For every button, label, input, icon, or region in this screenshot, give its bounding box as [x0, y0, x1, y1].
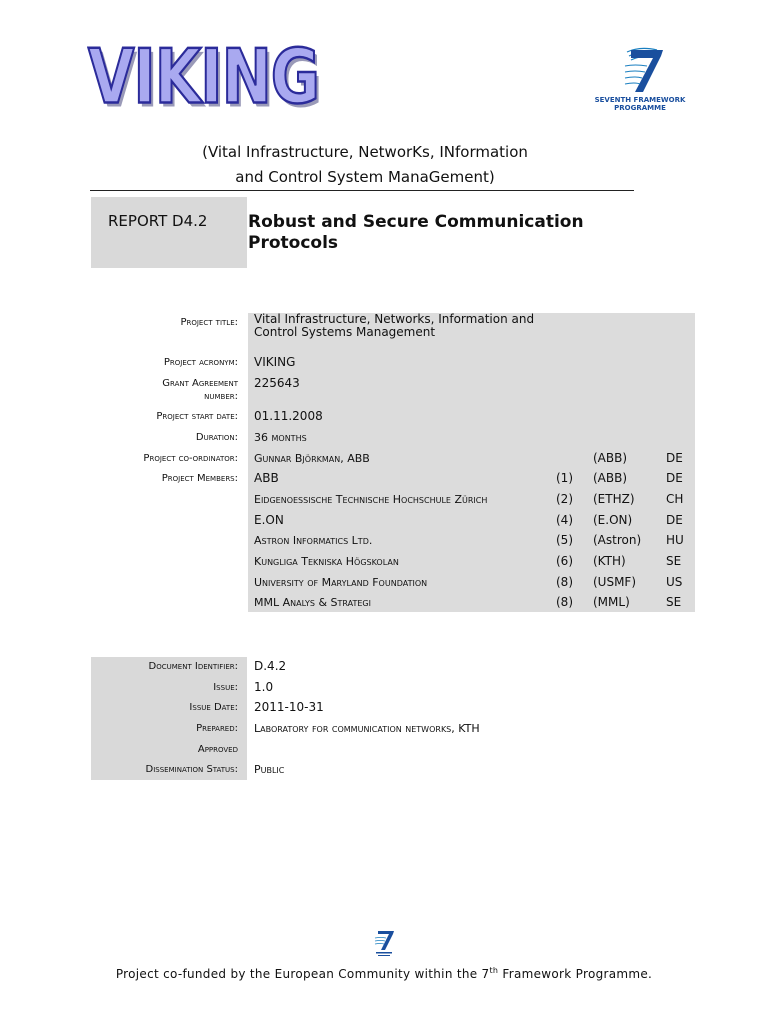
footer-superscript: th [489, 966, 499, 975]
member-name: Astron Informatics Ltd. [254, 534, 373, 547]
footer-text [0, 966, 768, 981]
approved-label: Approved [197, 744, 238, 755]
member-name: Kungliga Tekniska Högskolan [254, 555, 399, 568]
issue-label: Issue: [213, 682, 238, 693]
fp7-caption-line1: SEVENTH FRAMEWORK [594, 96, 686, 104]
project-title-value-2: Control Systems Management [254, 325, 436, 339]
fp7-caption [586, 96, 694, 112]
member-org: (KTH) [593, 554, 626, 568]
project-acronym-label: Project acronym: [163, 357, 238, 368]
duration-label: Duration: [195, 432, 238, 443]
member-number: (8) [556, 595, 573, 609]
member-org: (USMF) [593, 575, 637, 589]
member-country: DE [666, 513, 683, 527]
project-title-label: Project title: [180, 317, 238, 328]
member-country: DE [666, 471, 683, 485]
header-divider [90, 190, 634, 191]
member-number: (2) [556, 492, 573, 506]
project-title-value-1: Vital Infrastructure, Networks, Information and [254, 312, 535, 326]
member-org: (E.ON) [593, 513, 633, 527]
project-acronym-value: VIKING [254, 355, 296, 369]
coordinator-org: (ABB) [593, 451, 628, 465]
member-country: SE [666, 554, 682, 568]
viking-logo: VIKING [88, 33, 320, 122]
footer-text-main: Project co-funded by the European Community within the 7 [115, 967, 490, 981]
member-name: ABB [254, 471, 279, 485]
member-country: CH [666, 492, 684, 506]
fp7-caption-line2: PROGRAMME [614, 104, 666, 112]
member-org: (ETHZ) [593, 492, 635, 506]
coordinator-name: Gunnar Björkman, ABB [254, 452, 370, 465]
member-number: (4) [556, 513, 573, 527]
report-title [248, 212, 648, 254]
prepared-label: Prepared: [196, 723, 238, 734]
coordinator-label: Project co-ordinator: [143, 453, 238, 464]
member-name: Eidgenoessische Technische Hochschule Zürich [254, 493, 488, 506]
member-country: SE [666, 595, 682, 609]
member-country: HU [666, 533, 684, 547]
subtitle-line1: (Vital Infrastructure, NetworKs, INformation [202, 143, 528, 161]
start-date-value: 01.11.2008 [254, 409, 323, 423]
prepared-value: Laboratory for communication networks, KTH [254, 722, 480, 735]
member-name: University of Maryland Foundation [254, 576, 428, 589]
member-name: MML Analys & Strategi [254, 596, 371, 609]
member-country: US [666, 575, 683, 589]
duration-value: 36 months [254, 431, 307, 444]
members-label: Project Members: [161, 473, 238, 484]
fp7-footer-logo-icon [366, 928, 402, 958]
report-title-line1: Robust and Secure Communication [248, 212, 584, 232]
member-org: (Astron) [593, 533, 642, 547]
coordinator-country: DE [666, 451, 683, 465]
grant-label-1: Grant Agreement [162, 378, 238, 389]
start-date-label: Project start date: [156, 411, 238, 422]
member-number: (5) [556, 533, 573, 547]
member-name: E.ON [254, 513, 284, 527]
document-identifier-label: Document Identifier: [148, 661, 238, 672]
report-box [91, 197, 247, 268]
subtitle-line2: and Control System ManaGement) [235, 168, 495, 186]
document-identifier-value: D.4.2 [254, 659, 287, 673]
member-number: (1) [556, 471, 573, 485]
issue-value: 1.0 [254, 680, 274, 694]
report-label: REPORT D4.2 [108, 212, 208, 230]
report-title-line2: Protocols [248, 233, 339, 253]
grant-value: 225643 [254, 376, 300, 390]
issue-date-label: Issue Date: [189, 702, 238, 713]
dissemination-label: Dissemination Status: [145, 764, 238, 775]
document-table-background [91, 657, 247, 780]
member-org: (ABB) [593, 471, 628, 485]
member-org: (MML) [593, 595, 630, 609]
issue-date-value: 2011-10-31 [254, 700, 324, 714]
grant-label-2: number: [204, 391, 238, 402]
member-number: (6) [556, 554, 573, 568]
member-number: (8) [556, 575, 573, 589]
dissemination-value: Public [254, 763, 285, 776]
footer-text-end: Framework Programme. [498, 967, 653, 981]
